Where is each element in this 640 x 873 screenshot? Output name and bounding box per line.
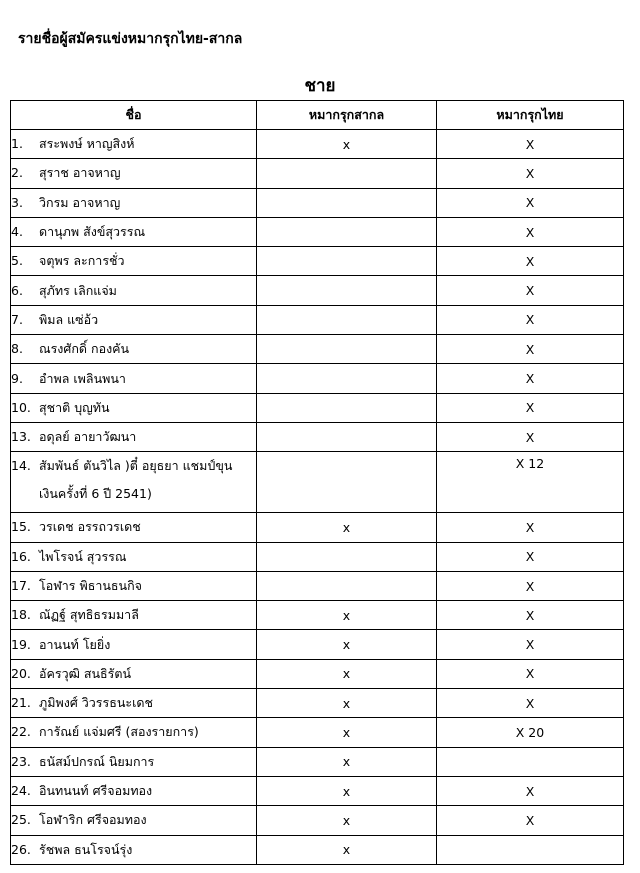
table-row xyxy=(11,601,624,630)
row-number: 1. xyxy=(11,136,23,152)
row-number: 10. xyxy=(11,399,31,415)
row-number: 4. xyxy=(11,224,23,240)
participant-cell xyxy=(11,335,257,364)
row-number: 5. xyxy=(11,253,23,269)
thai-chess-mark: X xyxy=(437,630,624,659)
thai-chess-mark: X xyxy=(437,513,624,542)
table-row xyxy=(11,776,624,805)
participant-cell xyxy=(11,159,257,188)
participant-name: ณรงศักดิ์ กองคัน xyxy=(39,341,130,357)
participant-name: อดุลย์ อายาวัฒนา xyxy=(39,429,137,445)
participant-name: อัครวุฒิ สนธิรัตน์ xyxy=(39,665,132,681)
participant-cell xyxy=(11,452,257,513)
table-row xyxy=(11,276,624,305)
thai-chess-mark: X 20 xyxy=(437,718,624,747)
row-number: 13. xyxy=(11,429,31,445)
participant-cell xyxy=(11,130,257,159)
participant-cell xyxy=(11,364,257,393)
thai-chess-mark: X xyxy=(437,188,624,217)
international-chess-mark xyxy=(257,159,437,188)
international-chess-mark xyxy=(257,188,437,217)
table-row xyxy=(11,393,624,422)
international-chess-mark xyxy=(257,364,437,393)
participant-name: สุภัทร เลิกแจ่ม xyxy=(39,282,117,298)
participant-name: การัณย์ แจ่มศรี (สองรายการ) xyxy=(39,724,199,740)
table-row xyxy=(11,217,624,246)
participant-cell xyxy=(11,689,257,718)
participant-cell xyxy=(11,601,257,630)
table-row xyxy=(11,835,624,864)
table-row xyxy=(11,513,624,542)
international-chess-mark xyxy=(257,393,437,422)
header-name: ชื่อ xyxy=(11,101,257,130)
row-number: 14. xyxy=(11,458,31,474)
table-row xyxy=(11,747,624,776)
participants-table xyxy=(10,100,624,865)
participant-name: อำพล เพลินพนา xyxy=(39,370,126,386)
participant-cell xyxy=(11,217,257,246)
participant-name: ภูมิพงศ์ วิวรรธนะเดช xyxy=(39,695,153,711)
participant-name: อานนท์ โยยิ่ง xyxy=(39,636,111,652)
table-row xyxy=(11,806,624,835)
participant-cell xyxy=(11,276,257,305)
table-row xyxy=(11,188,624,217)
thai-chess-mark: X xyxy=(437,571,624,600)
thai-chess-mark: X xyxy=(437,659,624,688)
table-row xyxy=(11,452,624,513)
table-row xyxy=(11,689,624,718)
row-number: 23. xyxy=(11,753,31,769)
participant-cell xyxy=(11,835,257,864)
international-chess-mark xyxy=(257,335,437,364)
thai-chess-mark: X xyxy=(437,217,624,246)
thai-chess-mark: X xyxy=(437,776,624,805)
participant-cell xyxy=(11,571,257,600)
participant-cell xyxy=(11,747,257,776)
participant-cell xyxy=(11,806,257,835)
participant-name: รัชพล ธนโรจน์รุ่ง xyxy=(39,841,133,857)
table-row xyxy=(11,335,624,364)
participant-name: สัมพันธ์ ตันวิไล )ตี๋ อยุธยา แชมป์ขุนเงินครั้งที่ 6 ปี 2541) xyxy=(39,458,233,502)
table-row xyxy=(11,422,624,451)
header-international-chess: หมากรุกสากล xyxy=(257,101,437,130)
table-row xyxy=(11,247,624,276)
row-number: 2. xyxy=(11,165,23,181)
row-number: 26. xyxy=(11,841,31,857)
table-row xyxy=(11,630,624,659)
table-row xyxy=(11,130,624,159)
participant-cell xyxy=(11,542,257,571)
thai-chess-mark: X xyxy=(437,364,624,393)
participant-name: สุราช อาจหาญ xyxy=(39,165,121,181)
row-number: 7. xyxy=(11,311,23,327)
thai-chess-mark: X xyxy=(437,130,624,159)
thai-chess-mark: X xyxy=(437,393,624,422)
participant-cell xyxy=(11,422,257,451)
row-number: 9. xyxy=(11,370,23,386)
participant-name: จตุพร ละการชั่ว xyxy=(39,253,125,269)
thai-chess-mark: X xyxy=(437,247,624,276)
thai-chess-mark: X xyxy=(437,335,624,364)
participant-name: วรเดช อรรถวรเดช xyxy=(39,519,141,535)
international-chess-mark: x xyxy=(257,776,437,805)
international-chess-mark xyxy=(257,452,437,513)
table-row xyxy=(11,571,624,600)
participant-name: ไพโรจน์ สุวรรณ xyxy=(39,548,127,564)
row-number: 15. xyxy=(11,519,31,535)
row-number: 18. xyxy=(11,607,31,623)
participant-name: ดานุภพ สังข์สุวรรณ xyxy=(39,224,146,240)
thai-chess-mark: X 12 xyxy=(437,452,624,513)
international-chess-mark: x xyxy=(257,601,437,630)
participant-cell xyxy=(11,718,257,747)
participant-name: พิมล แซ่อ้ว xyxy=(39,311,99,327)
row-number: 8. xyxy=(11,341,23,357)
international-chess-mark: x xyxy=(257,718,437,747)
table-row xyxy=(11,305,624,334)
international-chess-mark: x xyxy=(257,835,437,864)
row-number: 19. xyxy=(11,636,31,652)
thai-chess-mark xyxy=(437,835,624,864)
participant-name: สระพงษ์ หาญสิงห์ xyxy=(39,136,135,152)
participant-cell xyxy=(11,188,257,217)
row-number: 24. xyxy=(11,783,31,799)
section-title: ชาย xyxy=(304,76,336,96)
table-header-row xyxy=(11,101,624,130)
international-chess-mark: x xyxy=(257,806,437,835)
table-row xyxy=(11,659,624,688)
participant-name: ธนัสม์ปกรณ์ นิยมการ xyxy=(39,753,155,769)
thai-chess-mark: X xyxy=(437,305,624,334)
participant-cell xyxy=(11,659,257,688)
row-number: 6. xyxy=(11,282,23,298)
row-number: 20. xyxy=(11,665,31,681)
international-chess-mark: x xyxy=(257,689,437,718)
participant-cell xyxy=(11,776,257,805)
row-number: 16. xyxy=(11,548,31,564)
thai-chess-mark xyxy=(437,747,624,776)
table-row xyxy=(11,718,624,747)
header-thai-chess: หมากรุกไทย xyxy=(437,101,624,130)
row-number: 17. xyxy=(11,578,31,593)
participant-name: โอฬาร พิธานธนกิจ xyxy=(39,578,142,593)
thai-chess-mark: X xyxy=(437,601,624,630)
thai-chess-mark: X xyxy=(437,689,624,718)
row-number: 3. xyxy=(11,194,23,210)
international-chess-mark xyxy=(257,422,437,451)
thai-chess-mark: X xyxy=(437,422,624,451)
participant-name: วิกรม อาจหาญ xyxy=(39,194,121,210)
international-chess-mark xyxy=(257,247,437,276)
participant-name: ณัฏฐ์ สุทธิธรมมาลี xyxy=(39,607,139,623)
table-row xyxy=(11,159,624,188)
international-chess-mark: x xyxy=(257,659,437,688)
participant-name: อินทนนท์ ศรีจอมทอง xyxy=(39,783,153,799)
row-number: 25. xyxy=(11,812,31,828)
participant-cell xyxy=(11,630,257,659)
participant-name: สุชาติ บุญทัน xyxy=(39,399,110,415)
thai-chess-mark: X xyxy=(437,159,624,188)
participant-cell xyxy=(11,247,257,276)
thai-chess-mark: X xyxy=(437,806,624,835)
thai-chess-mark: X xyxy=(437,276,624,305)
international-chess-mark xyxy=(257,571,437,600)
international-chess-mark xyxy=(257,542,437,571)
international-chess-mark xyxy=(257,217,437,246)
international-chess-mark: x xyxy=(257,130,437,159)
international-chess-mark: x xyxy=(257,513,437,542)
participant-name: โอฬาริก ศรีจอมทอง xyxy=(39,812,147,828)
international-chess-mark xyxy=(257,305,437,334)
participant-cell xyxy=(11,513,257,542)
participant-cell xyxy=(11,305,257,334)
row-number: 22. xyxy=(11,724,31,740)
international-chess-mark: x xyxy=(257,630,437,659)
table-row xyxy=(11,542,624,571)
document-title: รายชื่อผู้สมัครแข่งหมากรุกไทย-สากล xyxy=(18,31,243,47)
row-number: 21. xyxy=(11,695,31,711)
international-chess-mark: x xyxy=(257,747,437,776)
international-chess-mark xyxy=(257,276,437,305)
thai-chess-mark: X xyxy=(437,542,624,571)
participant-cell xyxy=(11,393,257,422)
table-row xyxy=(11,364,624,393)
